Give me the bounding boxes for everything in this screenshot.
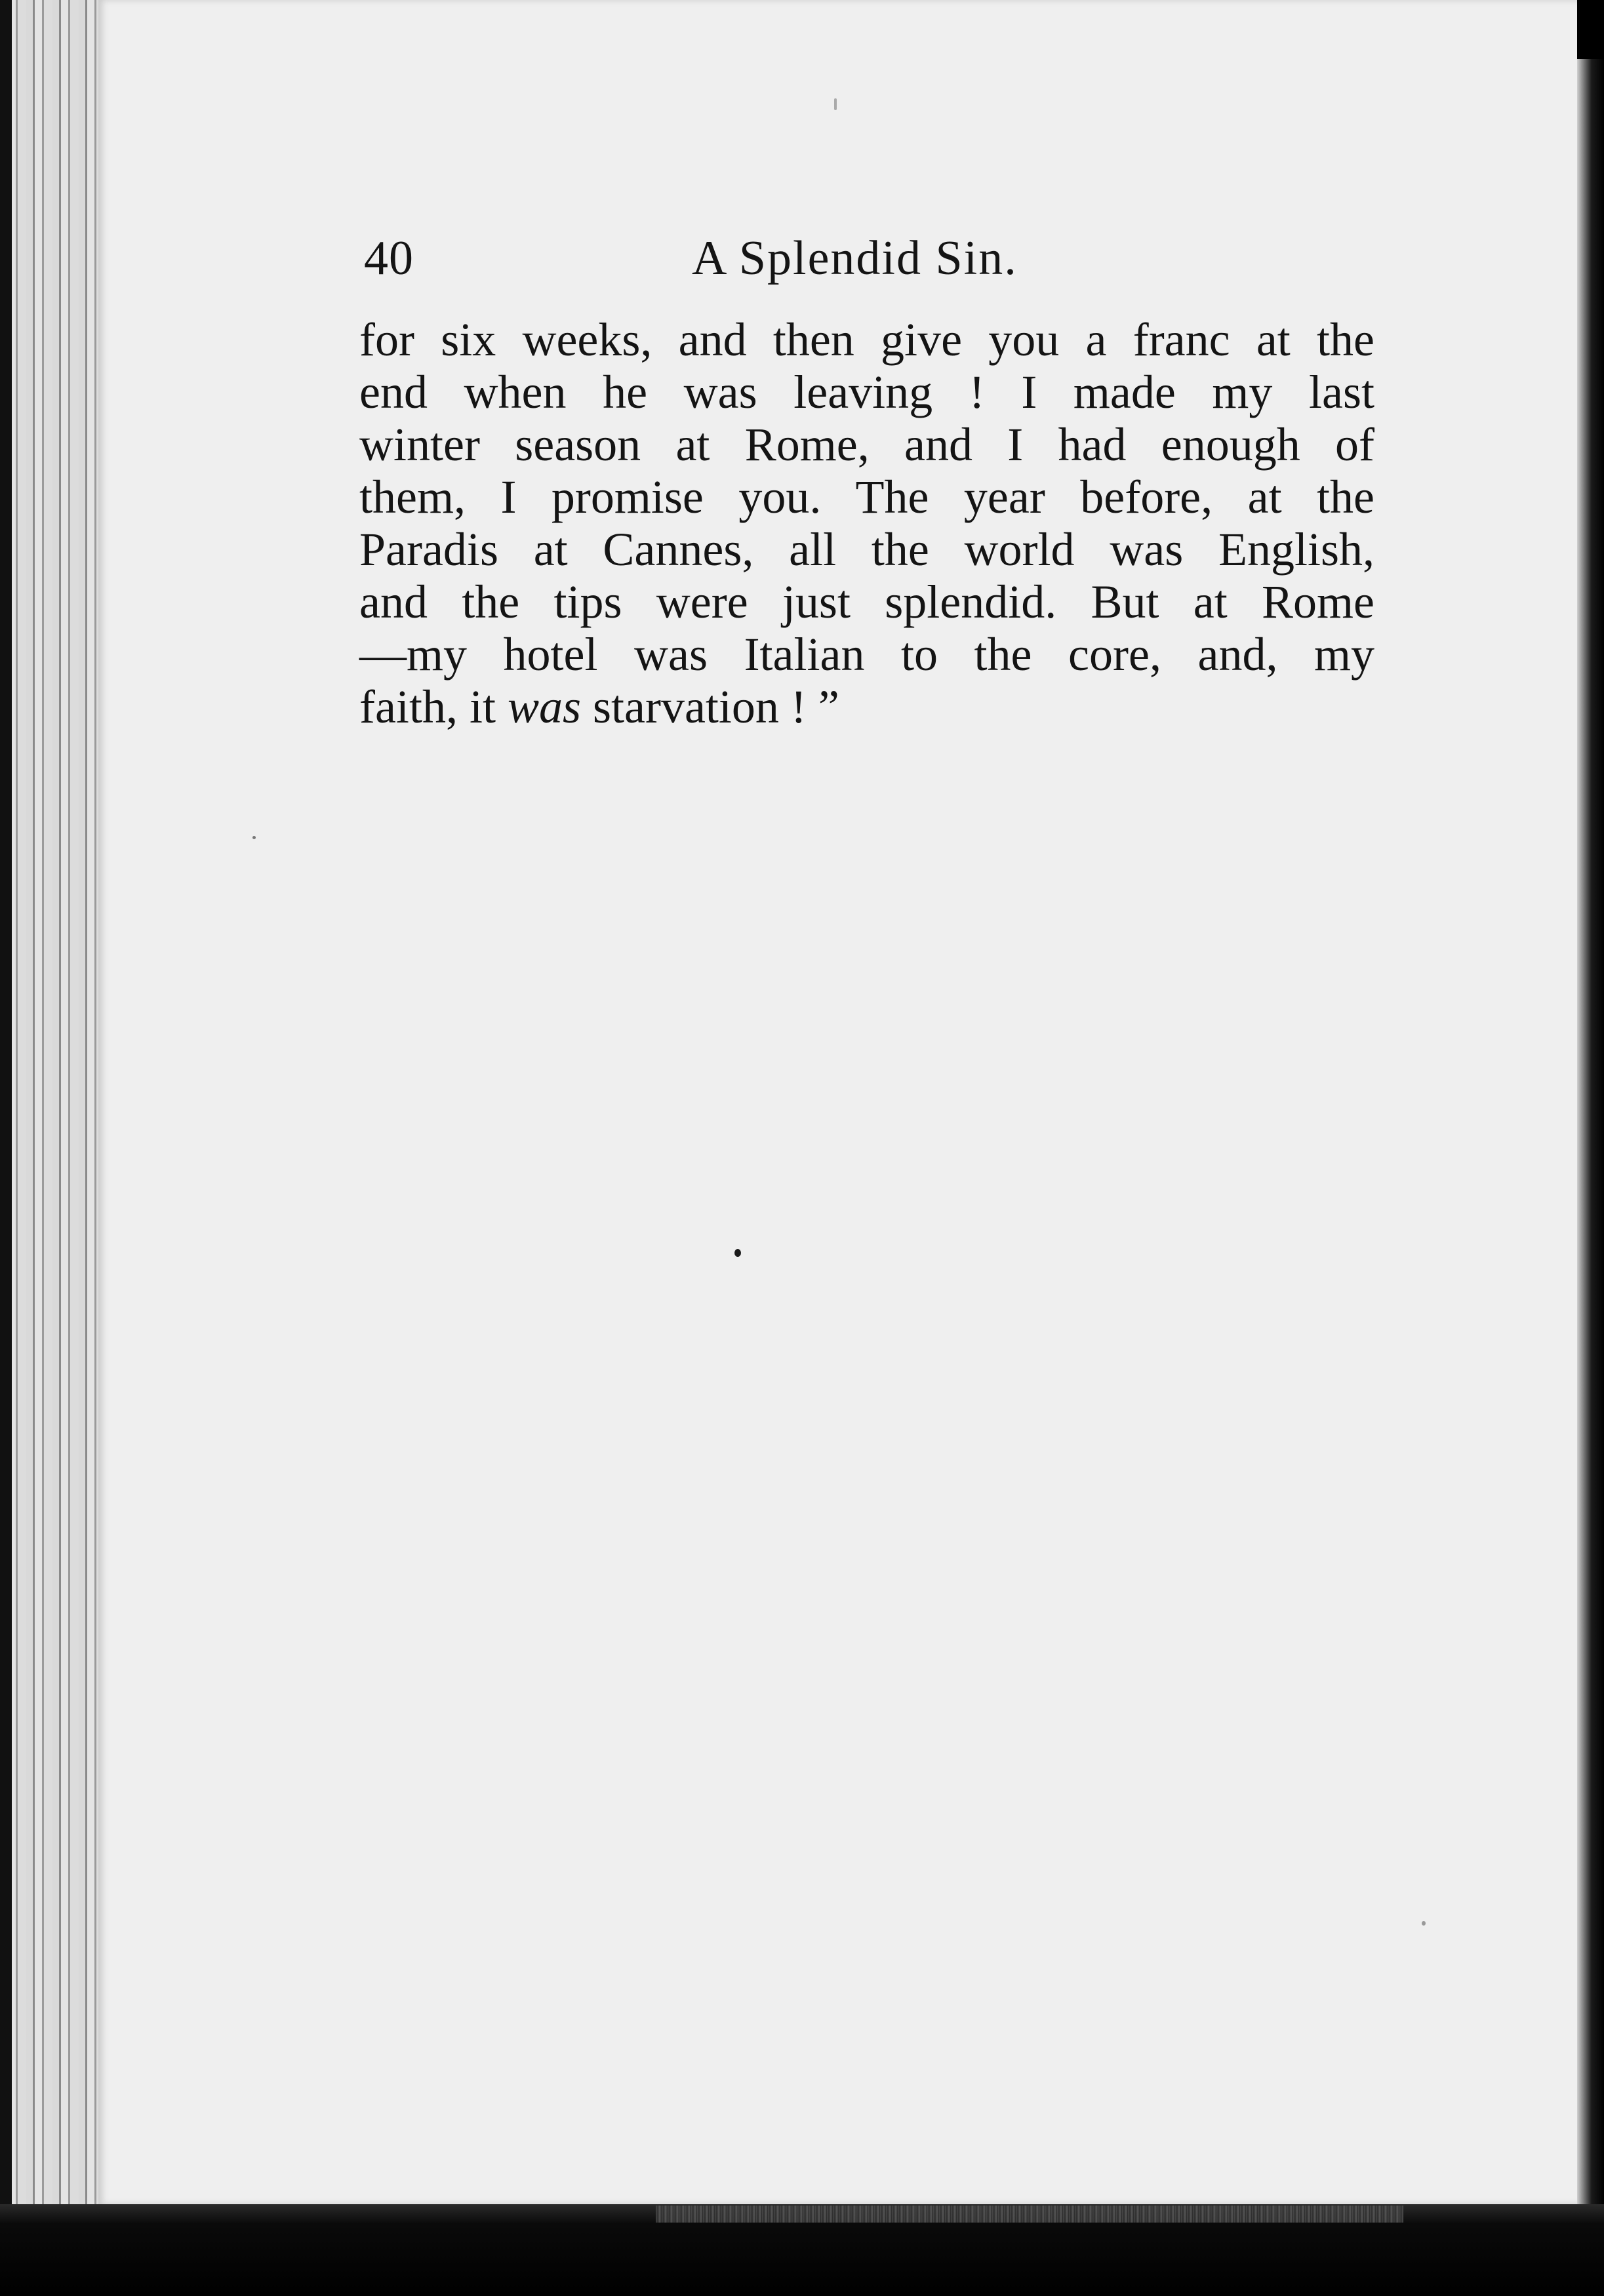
text-line: them, I promise you. The year before, at the: [359, 471, 1374, 523]
text-line: Paradis at Cannes, all the world was English,: [359, 523, 1374, 576]
book-page-edges: [0, 0, 115, 2216]
text-line: —my hotel was Italian to the core, and, my: [359, 628, 1374, 681]
text-line: and the tips were just splendid. But at Rome: [359, 576, 1374, 628]
text-line-last: [359, 681, 1374, 733]
last-line-start: faith, it: [359, 681, 508, 733]
running-head: [364, 231, 1387, 290]
ink-speck: [834, 98, 837, 110]
body-text: [359, 313, 1374, 733]
text-line: for six weeks, and then give you a franc at the: [359, 313, 1374, 366]
running-title: A Splendid Sin.: [692, 231, 1018, 285]
right-page-edge: [1577, 0, 1604, 2204]
bottom-shadow-band: [0, 2204, 1604, 2296]
text-line: winter season at Rome, and I had enough of: [359, 418, 1374, 471]
text-line: end when he was leaving ! I made my last: [359, 366, 1374, 418]
page-number: 40: [364, 231, 414, 285]
ink-speck: [734, 1249, 741, 1257]
last-line-end: starvation ! ”: [581, 681, 839, 733]
ink-speck: [252, 836, 256, 839]
emphasized-word: was: [507, 681, 581, 733]
ink-speck: [1422, 1921, 1426, 1926]
